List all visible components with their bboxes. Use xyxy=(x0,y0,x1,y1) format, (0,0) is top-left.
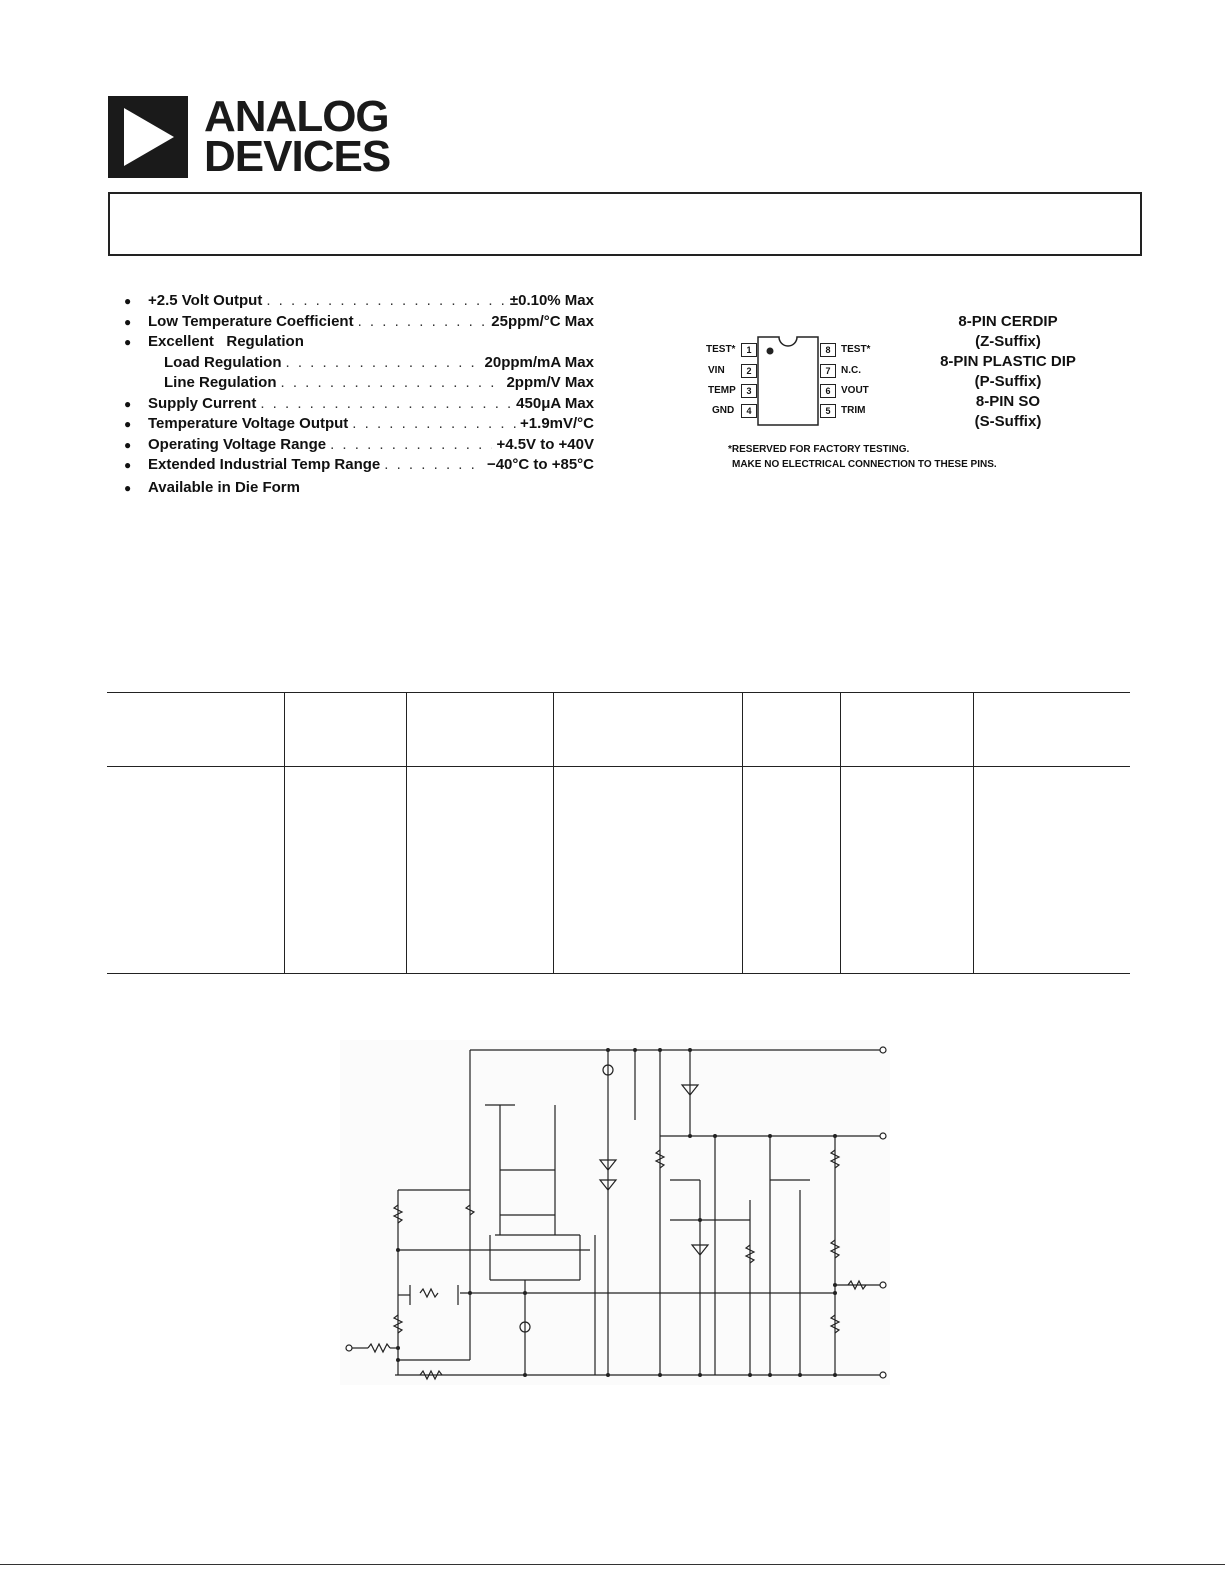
feature-value: +1.9mV/°C xyxy=(520,415,594,432)
feature-subitem xyxy=(124,354,594,375)
feature-name: Temperature Voltage Output xyxy=(148,415,349,432)
package-name: 8-PIN SO xyxy=(975,393,1041,410)
feature-name: Line Regulation xyxy=(164,374,277,391)
pin-number: 7 xyxy=(820,364,836,378)
pin-number: 3 xyxy=(741,384,757,398)
pin-note xyxy=(728,442,997,472)
analog-devices-logo xyxy=(108,92,391,181)
feature-name: Excellent Regulation xyxy=(148,333,304,350)
leader-dots xyxy=(358,313,488,330)
leader-dots xyxy=(330,436,492,453)
table-column-divider xyxy=(284,692,285,974)
package-list xyxy=(920,312,1096,432)
ordering-table xyxy=(107,692,1130,974)
feature-item xyxy=(124,456,594,477)
feature-item xyxy=(124,313,594,334)
pin-number: 1 xyxy=(741,343,757,357)
feature-item xyxy=(124,479,594,500)
simplified-schematic xyxy=(340,1040,890,1385)
table-column-divider xyxy=(742,692,743,974)
table-column-divider xyxy=(973,692,974,974)
leader-dots xyxy=(266,292,506,309)
leader-dots xyxy=(286,354,481,371)
package-suffix: (S-Suffix) xyxy=(974,413,1042,430)
feature-item xyxy=(124,395,594,416)
feature-value: 20ppm/mA Max xyxy=(484,353,594,371)
package-name: 8-PIN CERDIP xyxy=(958,313,1058,330)
table-column-divider xyxy=(553,692,554,974)
feature-name: Extended Industrial Temp Range xyxy=(148,456,381,473)
feature-item xyxy=(124,436,594,457)
pin-number: 6 xyxy=(820,384,836,398)
table-rule-bottom xyxy=(107,973,1130,974)
pin-number: 5 xyxy=(820,404,836,418)
pin-number: 2 xyxy=(741,364,757,378)
table-column-divider xyxy=(840,692,841,974)
pin-label: GND xyxy=(712,405,735,416)
pin-label: TEMP xyxy=(708,385,736,396)
pin-label: TRIM xyxy=(841,405,866,416)
pin-number: 8 xyxy=(820,343,836,357)
bullet-icon: ● xyxy=(124,417,132,431)
bullet-icon: ● xyxy=(124,396,132,411)
leader-dots xyxy=(281,374,503,391)
package-name: 8-PIN PLASTIC DIP xyxy=(940,353,1076,370)
pin-label: VOUT xyxy=(841,385,869,396)
feature-name: Available in Die Form xyxy=(148,478,300,496)
package-suffix: (Z-Suffix) xyxy=(975,333,1041,350)
bullet-icon: ● xyxy=(124,294,132,308)
footer-rule xyxy=(0,1564,1225,1565)
feature-item xyxy=(124,415,594,436)
feature-subitem xyxy=(124,374,594,395)
pin-label: TEST* xyxy=(706,344,736,355)
pin-note-line1: *RESERVED FOR FACTORY TESTING. xyxy=(728,444,910,455)
pin-note-line2: MAKE NO ELECTRICAL CONNECTION TO THESE PINS. xyxy=(732,459,997,470)
feature-value: 25ppm/°C Max xyxy=(491,312,594,330)
logo-line2: DEVICES xyxy=(204,132,391,181)
dip-package-outline xyxy=(757,336,819,426)
leader-dots xyxy=(384,456,483,473)
bullet-icon: ● xyxy=(124,437,132,452)
pin-label: VIN xyxy=(708,365,725,376)
feature-value: +4.5V to +40V xyxy=(496,435,594,453)
feature-value: −40°C to +85°C xyxy=(486,456,594,473)
feature-name: Supply Current xyxy=(148,394,257,412)
triangle-logo-icon xyxy=(108,96,188,178)
bullet-icon: ● xyxy=(124,314,132,329)
table-column-divider xyxy=(406,692,407,974)
pin-label: TEST* xyxy=(841,344,871,355)
feature-value: ±0.10% Max xyxy=(509,292,594,309)
package-suffix: (P-Suffix) xyxy=(974,373,1042,390)
feature-name: Load Regulation xyxy=(164,353,282,371)
leader-dots xyxy=(352,415,516,432)
feature-name: Low Temperature Coefficient xyxy=(148,312,354,330)
pin-number: 4 xyxy=(741,404,757,418)
pin-label: N.C. xyxy=(841,365,861,376)
feature-value: 450μA Max xyxy=(516,394,594,412)
table-rule-header xyxy=(107,766,1130,767)
table-rule-top xyxy=(107,692,1130,693)
feature-name: +2.5 Volt Output xyxy=(148,292,263,309)
feature-item xyxy=(124,333,594,354)
leader-dots xyxy=(260,395,512,412)
bullet-icon: ● xyxy=(124,480,132,495)
bullet-icon: ● xyxy=(124,458,132,472)
feature-value: 2ppm/V Max xyxy=(506,374,594,391)
feature-name: Operating Voltage Range xyxy=(148,435,327,453)
feature-item xyxy=(124,292,594,313)
schematic-drawing xyxy=(340,1040,890,1385)
features-list xyxy=(124,292,594,499)
bullet-icon: ● xyxy=(124,335,132,349)
logo-wordmark xyxy=(204,92,391,181)
title-box xyxy=(108,192,1142,256)
logo-line1: ANALOG xyxy=(204,92,389,141)
